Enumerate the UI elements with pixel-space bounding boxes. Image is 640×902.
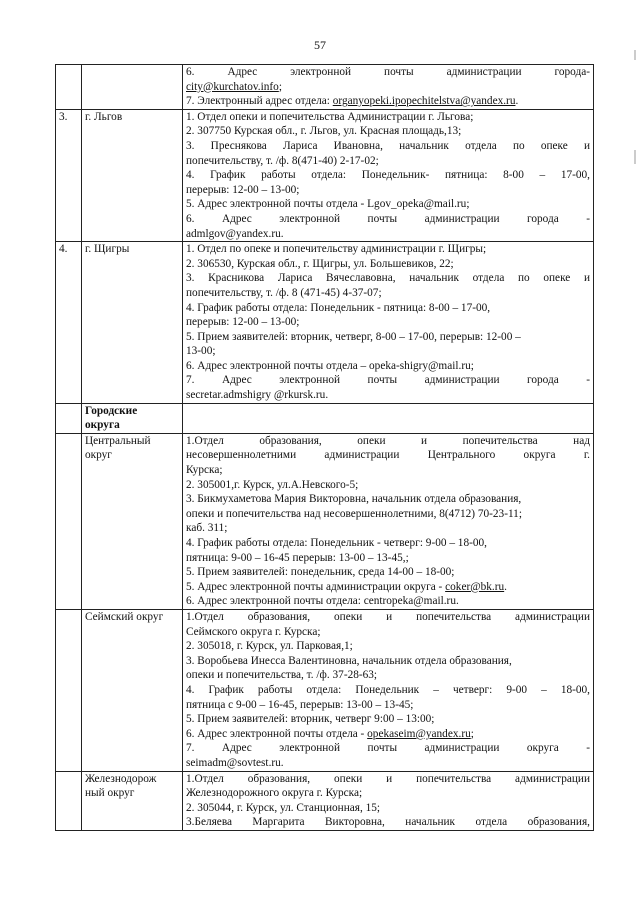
municipality-cell [82,771,183,830]
info-line: 3. Бикмухаметова Мария Викторовна, начальник отдела образования, [186,493,522,506]
info-line: 5. Прием заявителей: вторник, четверг 9:00 – 13:00; [186,713,435,726]
table-row [56,433,594,609]
info-line: 5. Прием заявителей: понедельник, среда 14-00 – 18-00; [186,566,455,579]
page-number: 57 [314,38,326,52]
row-number-cell [56,403,82,433]
municipality-cell [82,433,183,609]
info-line: 2. 305018, г. Курск, ул. Парковая,1; [186,640,353,653]
info-line: несовершеннолетними администрации Центрального округа г. [186,449,590,462]
table-row [56,242,594,404]
info-label: 5. Адрес электронной почты администрации округа - [186,580,446,593]
info-line: 6. Адрес электронной почты администрации города- [186,66,590,78]
row-number-cell [56,65,82,110]
info-line: 4. График работы отдела: Понедельник - пятница: 8-00 – 17-00, [186,301,491,314]
email-link[interactable]: opekaseim@yandex.ru [367,727,471,740]
scan-edge-mark [634,150,636,164]
info-line: 2. 306530, Курская обл., г. Щигры, ул. Большевиков, 22; [186,257,454,270]
info-line: 7. Адрес электронной почты администрации округа - [186,742,590,755]
municipality-cell: г. Льгов [82,109,183,241]
contact-info-cell [183,609,594,771]
info-line: пятница: 9-00 – 16-45 перерыв: 13-00 – 13-45,; [186,551,409,564]
info-line: 1.Отдел образования, опеки и попечительства администрации [186,772,590,785]
row-number-cell: 4. [56,242,82,404]
info-line: перерыв: 12-00 – 13-00; [186,183,300,196]
section-heading-cell [82,403,183,433]
info-line: опеки и попечительства, т. /ф. 37-28-63; [186,669,378,682]
row-number-cell [56,609,82,771]
email-link[interactable]: coker@bk.ru [445,580,505,593]
section-heading-line: Городские [85,404,138,417]
info-line: 1. Отдел опеки и попечительства Администрации г. Льгова; [186,110,474,123]
punctuation: ; [278,80,282,93]
info-line: 1.Отдел образования, опеки и попечительства администрации [186,610,590,623]
contact-info-cell [183,65,594,110]
punctuation: . [504,580,507,593]
info-line: 13-00; [186,345,216,358]
info-label: 7. Электронный адрес отдела: [186,95,333,108]
contact-info-cell [183,433,594,609]
info-line: 4. График работы отдела: Понедельник- пятница: 8-00 – 17-00, [186,169,590,182]
info-line: 5. Прием заявителей: вторник, четверг, 8-00 – 17-00, перерыв: 12-00 – [186,330,521,343]
info-line: 2. 305001,г. Курск, ул.А.Невского-5; [186,478,359,491]
row-number-cell [56,433,82,609]
municipality-cell: г. Щигры [82,242,183,404]
municipality-cell [82,65,183,110]
info-line [186,94,590,109]
info-line: secretar.admshigry @rkursk.ru. [186,389,329,402]
municipality-line: округ [85,449,112,462]
info-line: 6. Адрес электронной почты администрации города - [186,212,590,225]
info-line: 7. Адрес электронной почты администрации города - [186,374,590,387]
info-line: Сеймского округа г. Курска; [186,625,321,638]
table-row [56,65,594,110]
info-line: 6. Адрес электронной почты отдела – opeka-shigry@mail.ru; [186,359,474,372]
info-line: Железнодорожного округа г. Курска; [186,787,363,800]
table-row [56,609,594,771]
info-line: 3.Беляева Маргарита Викторовна, начальник отдела образования, [186,816,590,829]
info-line: 3. Преснякова Лариса Ивановна, начальник отдела по опеке и [186,139,590,152]
info-line: попечительству, т. /ф. 8 (471-45) 4-37-07; [186,286,382,299]
email-link[interactable]: organyopeki.ipopechitelstva@yandex.ru [332,95,516,108]
info-line [186,727,590,742]
municipality-line: Центральный [85,434,151,447]
table-row [56,771,594,830]
section-heading-line: округа [85,419,120,432]
municipality-line: Железнодорож [85,772,157,785]
info-line: seimadm@sovtest.ru. [186,756,284,769]
municipality-line: ный округ [85,787,135,800]
info-line: каб. 311; [186,522,228,535]
info-line: 2. 305044, г. Курск, ул. Станционная, 15; [186,801,381,814]
info-line: 3. Красникова Лариса Вячеславовна, начальник отдела по опеке и [186,272,590,285]
guardianship-contacts-table [55,64,594,831]
contact-info-cell [183,403,594,433]
contact-info-cell [183,242,594,404]
scan-edge-mark [634,50,636,60]
info-line: 3. Воробьева Инесса Валентиновна, начальник отдела образования, [186,654,512,667]
punctuation: ; [470,727,474,740]
info-line: 1. Отдел по опеке и попечительству администрации г. Щигры; [186,243,487,256]
info-line: пятница с 9-00 – 16-45, перерыв: 13-00 – 13-45; [186,698,414,711]
info-line: Курска; [186,464,223,477]
info-line: перерыв: 12-00 – 13-00; [186,316,300,329]
info-line: 2. 307750 Курская обл., г. Льгов, ул. Красная площадь,13; [186,125,462,138]
row-number-cell [56,771,82,830]
info-label: 6. Адрес электронной почты отдела - [186,727,368,740]
contact-info-cell [183,109,594,241]
contact-info-cell [183,771,594,830]
row-number-cell: 3. [56,109,82,241]
info-line [186,80,590,95]
info-line: 1.Отдел образования, опеки и попечительства над [186,434,590,447]
info-line: 5. Адрес электронной почты отдела - Lgov_opeka@mail.ru; [186,198,470,211]
table-row [56,109,594,241]
info-line: 6. Адрес электронной почты отдела: centropeka@mail.ru. [186,595,459,608]
info-line: попечительству, т. /ф. 8(471-40) 2-17-02; [186,154,379,167]
punctuation: . [515,95,519,108]
municipality-cell: Сеймский округ [82,609,183,771]
info-line [186,580,590,595]
email-link[interactable]: city@kurchatov.info [186,80,279,93]
info-line: 4. График работы отдела: Понедельник – четверг: 9-00 – 18-00, [186,683,590,696]
table-row [56,403,594,433]
info-line: 4. График работы отдела: Понедельник - четверг: 9-00 – 18-00, [186,537,487,549]
info-line: admlgov@yandex.ru. [186,227,284,240]
info-line: опеки и попечительства над несовершеннолетними, 8(4712) 70-23-11; [186,507,522,520]
